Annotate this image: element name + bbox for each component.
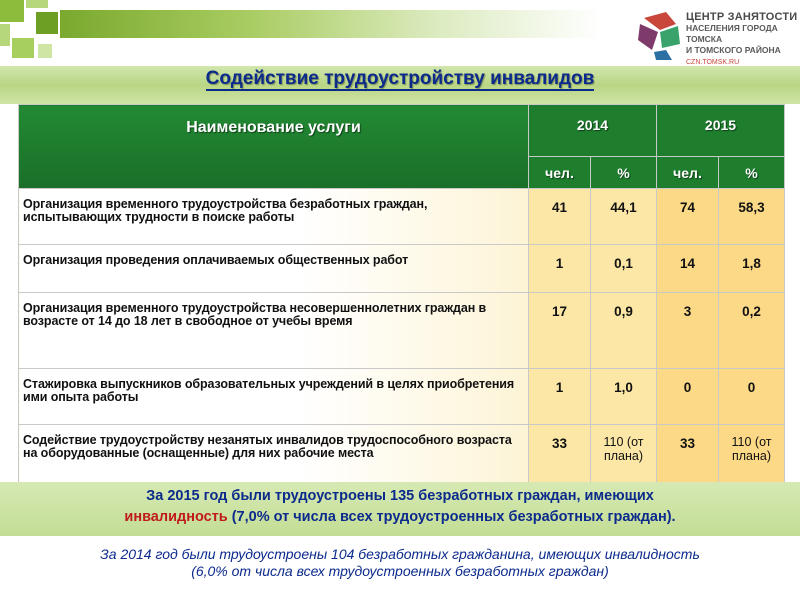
summary-2014 — [0, 546, 800, 580]
summary-2015-line1: За 2015 год были трудоустроены 135 безработных граждан, имеющих — [146, 488, 654, 504]
decor-square — [36, 12, 58, 34]
decor-square — [0, 0, 24, 22]
brand-site: CZN.TOMSK.RU — [686, 59, 740, 66]
row-value: 0,2 — [719, 293, 785, 369]
table-row — [19, 245, 785, 293]
row-value: 1,8 — [719, 245, 785, 293]
summary-2014-line2: (6,0% от числа всех трудоустроенных безработных граждан) — [191, 563, 609, 579]
row-name: Организация временного трудоустройства безработных граждан, испытывающих трудности в поиске работы — [19, 189, 529, 245]
table-row — [19, 425, 785, 483]
header-sub: чел. — [529, 157, 591, 189]
table-row — [19, 369, 785, 425]
summary-2015-line2 — [0, 507, 800, 528]
brand-line3: И ТОМСКОГО РАЙОНА — [686, 45, 781, 55]
table-row — [19, 293, 785, 369]
table-row — [19, 189, 785, 245]
row-value: 58,3 — [719, 189, 785, 245]
row-name: Организация проведения оплачиваемых общественных работ — [19, 245, 529, 293]
row-value: 0,1 — [591, 245, 657, 293]
row-value: 0 — [719, 369, 785, 425]
row-value: 14 — [657, 245, 719, 293]
row-value: 1 — [529, 245, 591, 293]
brand-line2: НАСЕЛЕНИЯ ГОРОДА ТОМСКА — [686, 23, 778, 44]
row-name: Стажировка выпускников образовательных учреждений в целях приобретения ими опыта работы — [19, 369, 529, 425]
row-value: 74 — [657, 189, 719, 245]
row-value: 3 — [657, 293, 719, 369]
row-value: 0,9 — [591, 293, 657, 369]
row-value: 110 (от плана) — [719, 425, 785, 483]
row-value: 41 — [529, 189, 591, 245]
row-value: 33 — [657, 425, 719, 483]
row-value: 33 — [529, 425, 591, 483]
header-sub: % — [591, 157, 657, 189]
decor-square — [12, 38, 34, 58]
brand-line1: ЦЕНТР ЗАНЯТОСТИ — [686, 11, 798, 23]
header-service: Наименование услуги — [19, 105, 529, 189]
header-sub: чел. — [657, 157, 719, 189]
header-sub: % — [719, 157, 785, 189]
row-value: 1,0 — [591, 369, 657, 425]
summary-2014-line1: За 2014 год были трудоустроены 104 безработных гражданина, имеющих инвалидность — [100, 546, 700, 562]
services-table — [18, 104, 785, 483]
top-gradient-bar — [60, 10, 600, 38]
row-value: 44,1 — [591, 189, 657, 245]
summary-2015 — [0, 486, 800, 528]
decor-square — [38, 44, 52, 58]
summary-2015-rest: (7,0% от числа всех трудоустроенных безработных граждан). — [227, 509, 676, 525]
decor-square — [26, 0, 48, 8]
header-year-2014: 2014 — [529, 105, 657, 157]
brand-text — [686, 12, 800, 68]
summary-2015-highlight: инвалидность — [124, 509, 228, 525]
row-name: Содействие трудоустройству незанятых инвалидов трудоспособного возраста на оборудованные (оснащенные) для них рабочие места — [19, 425, 529, 483]
row-name: Организация временного трудоустройства несовершеннолетних граждан в возрасте от 14 до 18 лет в свободное от учебы время — [19, 293, 529, 369]
page-title: Содействие трудоустройству инвалидов — [205, 68, 595, 89]
row-value: 0 — [657, 369, 719, 425]
row-value: 1 — [529, 369, 591, 425]
row-value: 110 (от плана) — [591, 425, 657, 483]
decor-square — [0, 24, 10, 46]
logo-mark-icon — [636, 10, 684, 62]
row-value: 17 — [529, 293, 591, 369]
header-year-2015: 2015 — [657, 105, 785, 157]
